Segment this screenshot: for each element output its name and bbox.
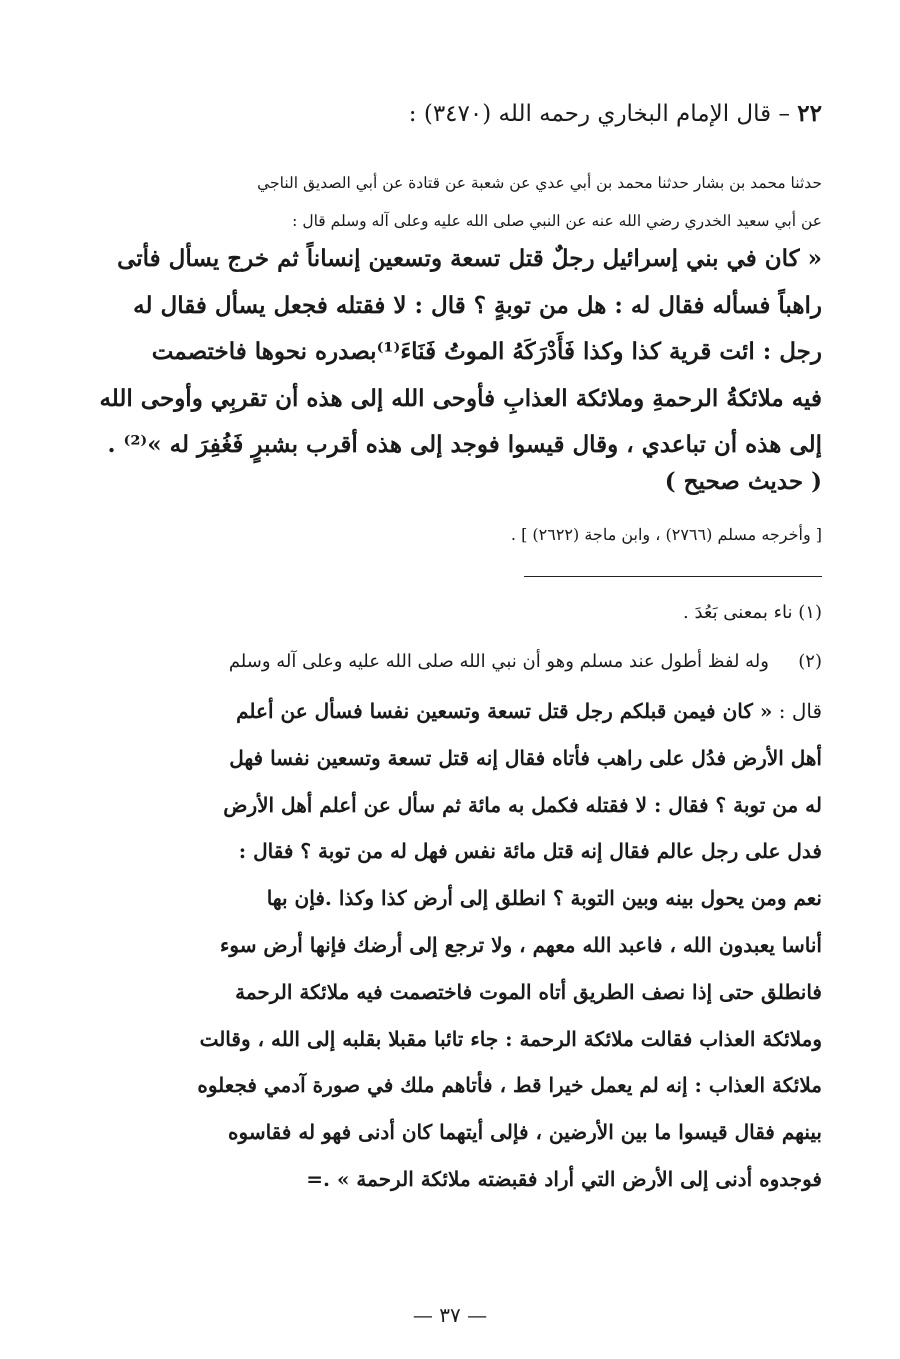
footnote-2-line: فوجدوه أدنى إلى الأرض التي أراد فقبضته ملائكة الرحمة » .= (306, 1166, 822, 1191)
takhrij-reference: [ وأخرجه مسلم (٢٧٦٦) ، وابن ماجة (٢٦٢٢) ] . (510, 525, 822, 544)
hadith-heading-text: – قال الإمام البخاري رحمه الله (٣٤٧٠) : (408, 101, 790, 127)
footnote-2-first-line: وله لفظ أطول عند مسلم وهو أن نبي الله صلى الله عليه وعلى آله وسلم (228, 651, 769, 672)
hadith-line: إلى هذه أن تباعدي ، وقال قيسوا فوجد إلى هذه أقرب بشبرٍ فَغُفِرَ له »⁽²⁾ . (107, 431, 822, 458)
isnad-line: عن أبي سعيد الخدري رضي الله عنه عن النبي صلى الله عليه وعلى آله وسلم قال : (292, 212, 822, 230)
hadith-line: فيه ملائكةُ الرحمةِ وملائكة العذابِ فأوحى الله إلى هذه أن تقربِي وأوحى الله (99, 384, 822, 412)
isnad-line: حدثنا محمد بن بشار حدثنا محمد بن أبي عدي عن شعبة عن قتادة عن أبي الصديق الناجي (257, 174, 822, 192)
footnote-2-line: أهل الأرض فدُل على راهب فأتاه فقال إنه قتل تسعة وتسعين نفسا فهل (229, 745, 822, 770)
footnote-1 (683, 598, 822, 628)
hadith-text (78, 236, 822, 469)
footnote-divider (524, 576, 822, 577)
footnote-2-line: ملائكة العذاب : إنه لم يعمل خيرا قط ، فأتاهم ملك في صورة آدمي فجعلوه (197, 1073, 822, 1098)
hadith-line: رجل : ائت قرية كذا وكذا فَأَدْرَكَهُ الموتُ فَنَاءَ⁽¹⁾بصدره نحوها فاختصمت (151, 338, 822, 365)
footnote-2-line: وملائكة العذاب فقالت ملائكة الرحمة : جاء تائبا مقبلا بقلبه إلى الله ، وقالت (199, 1026, 822, 1051)
hadith-line: « كان في بني إسرائيل رجلٌ قتل تسعة وتسعين إنساناً ثم خرج يسأل فأتى (117, 245, 822, 272)
footnote-2-quote-start: « كان فيمن قبلكم رجل قتل تسعة وتسعين نفسا فسأل عن أعلم (236, 699, 773, 723)
footnote-2-line: نعم ومن يحول بينه وبين التوبة ؟ انطلق إلى أرض كذا وكذا .فإن بها (266, 886, 822, 911)
footnote-2-line: بينهم فقال قيسوا ما بين الأرضين ، فإلى أيتهما كان أدنى فهو له فقاسوه (228, 1120, 822, 1145)
hadith-grade: ( حديث صحيح ) (664, 468, 822, 495)
hadith-line: راهباً فسأله فقال له : هل من توبةٍ ؟ قال : لا فقتله فجعل يسأل فقال له (133, 291, 822, 319)
footnote-2-line (154, 688, 822, 735)
footnote-2-line: فانطلق حتى إذا نصف الطريق أتاه الموت فاختصمت فيه ملائكة الرحمة (235, 979, 822, 1004)
footnote-marker: (١) (798, 602, 822, 623)
hadith-number: ٢٢ (797, 100, 822, 127)
footnote-2-line: له من توبة ؟ فقال : لا فقتله فكمل به مائة ثم سأل عن أعلم أهل الأرض (223, 792, 822, 817)
footnote-2-line: فدل على رجل عالم فقال إنه قتل مائة نفس فهل له من توبة ؟ فقال : (238, 839, 822, 864)
footnote-2-body (154, 688, 822, 1203)
isnad-block (78, 164, 822, 240)
footnote-2-marker: (٢) (798, 651, 822, 672)
footnote-text: ناء بمعنى بَعُدَ . (683, 602, 793, 623)
footnote-2-line: أناسا يعبدون الله ، فاعبد الله معهم ، ولا ترجع إلى أرضك فإنها أرض سوء (219, 932, 822, 957)
page-number: — ٣٧ — (412, 1303, 488, 1327)
footnote-2-intro: قال : (772, 699, 822, 723)
hadith-heading (78, 96, 822, 132)
